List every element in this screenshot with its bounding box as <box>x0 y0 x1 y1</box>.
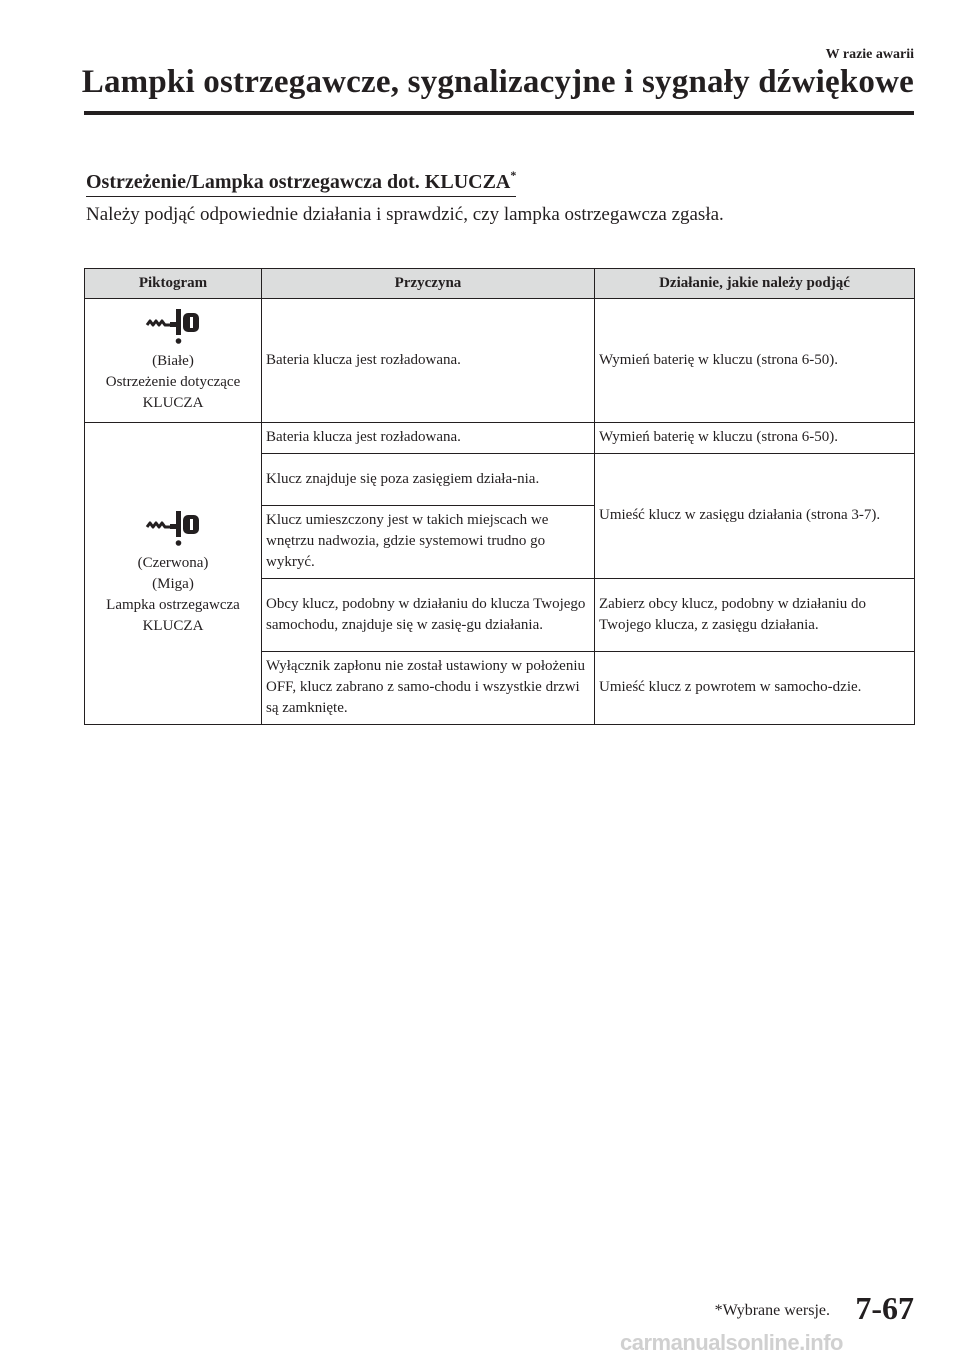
table-row-white-warning <box>85 299 915 423</box>
cause-cell: Klucz umieszczony jest w takich miejscach we wnętrzu nadwozia, gdzie systemowi trudno go wykryć. <box>262 506 595 579</box>
pictogram-caption-line: (Czerwona) <box>137 555 209 571</box>
action-cell: Umieść klucz z powrotem w samocho-dzie. <box>595 652 915 725</box>
pictogram-caption-line: Lampka ostrzegawcza <box>106 597 240 613</box>
key-warning-table <box>84 268 915 725</box>
page-title: Lampki ostrzegawcze, sygnalizacyjne i sygnały dźwiękowe <box>81 64 914 100</box>
intro-text: Należy podjąć odpowiednie działania i sprawdzić, czy lampka ostrzegawcza zgasła. <box>86 204 724 225</box>
section-heading-text: Ostrzeżenie/Lampka ostrzegawcza dot. KLUCZA <box>86 171 511 193</box>
cause-cell: Bateria klucza jest rozładowana. <box>262 423 595 454</box>
cause-cell: Wyłącznik zapłonu nie został ustawiony w położeniu OFF, klucz zabrano z samo-chodu i wszystkie drzwi są zamknięte. <box>262 652 595 725</box>
header-divider <box>84 111 914 115</box>
page-number: 7-67 <box>855 1290 914 1326</box>
column-header-cause: Przyczyna <box>262 269 595 299</box>
pictogram-caption-line: KLUCZA <box>142 618 204 634</box>
pictogram-caption-line: KLUCZA <box>142 394 204 411</box>
action-cell: Wymień baterię w kluczu (strona 6-50). <box>595 423 915 454</box>
key-warning-icon <box>143 509 203 549</box>
pictogram-caption-line: (Białe) <box>152 352 194 369</box>
cause-cell: Bateria klucza jest rozładowana. <box>262 299 595 423</box>
action-cell: Umieść klucz w zasięgu działania (strona 3-7). <box>595 454 915 579</box>
footnote: *Wybrane wersje. <box>714 1302 830 1319</box>
section-label: W razie awarii <box>825 47 914 62</box>
cause-cell: Klucz znajduje się poza zasięgiem działa-nia. <box>262 454 595 506</box>
key-warning-icon <box>143 307 203 347</box>
table-header-row <box>85 269 915 299</box>
column-header-pictogram: Piktogram <box>85 269 262 299</box>
action-cell: Zabierz obcy klucz, podobny w działaniu do Twojego klucza, z zasięgu działania. <box>595 579 915 652</box>
pictogram-cell-white <box>85 299 262 423</box>
column-header-action: Działanie, jakie należy podjąć <box>595 269 915 299</box>
cause-cell: Obcy klucz, podobny w działaniu do klucza Twojego samochodu, znajduje się w zasię-gu działania. <box>262 579 595 652</box>
pictogram-caption-line: Ostrzeżenie dotyczące <box>105 373 241 390</box>
pictogram-caption-line: (Miga) <box>152 576 194 592</box>
optional-equipment-marker: * <box>510 168 517 182</box>
table-row-red-warning <box>85 423 915 454</box>
section-heading <box>86 168 516 197</box>
action-cell: Wymień baterię w kluczu (strona 6-50). <box>595 299 915 423</box>
watermark[interactable]: carmanualsonline.info <box>620 1330 843 1355</box>
pictogram-cell-red <box>85 423 262 725</box>
